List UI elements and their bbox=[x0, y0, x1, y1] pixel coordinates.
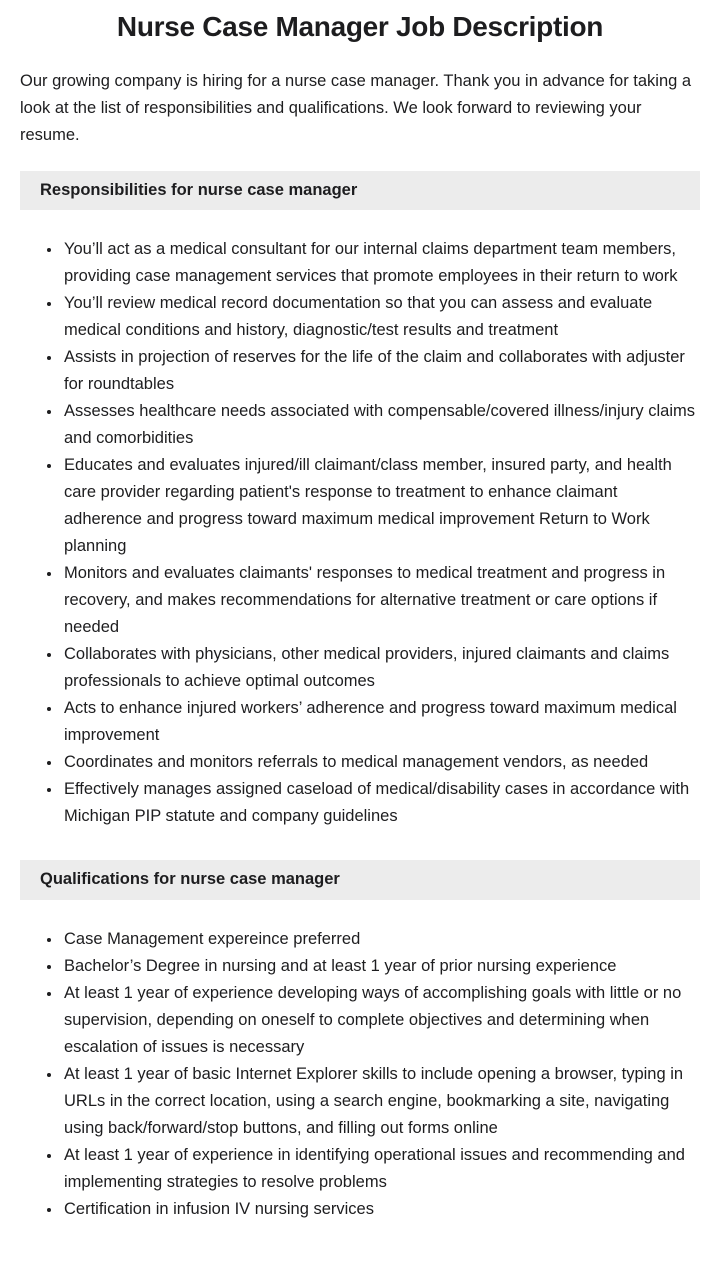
list-item: • Educates and evaluates injured/ill claimant/class member, insured party, and health care provider regarding patient's response to treatment to enhance claimant adherence and progress toward maximum medical improvement Return to Work planning bbox=[62, 452, 700, 560]
list-item: • Bachelor’s Degree in nursing and at least 1 year of prior nursing experience bbox=[62, 953, 700, 980]
list-item: • Monitors and evaluates claimants' responses to medical treatment and progress in recovery, and makes recommendations for alternative treatment or care options if needed bbox=[62, 560, 700, 641]
intro-paragraph: Our growing company is hiring for a nurse case manager. Thank you in advance for taking a look at the list of responsibilities and qualifications. We look forward to reviewing your resume. bbox=[20, 71, 692, 144]
list-item: • Certification in infusion IV nursing services bbox=[62, 1196, 700, 1223]
responsibilities-section-heading: Responsibilities for nurse case manager bbox=[20, 171, 700, 211]
list-item: • Effectively manages assigned caseload of medical/disability cases in accordance with Michigan PIP statute and company guidelines bbox=[62, 776, 700, 830]
qualifications-list bbox=[20, 926, 700, 1223]
page-title: Nurse Case Manager Job Description bbox=[116, 11, 604, 42]
list-item: • At least 1 year of experience developing ways of accomplishing goals with little or no supervision, depending on oneself to complete objectives and determining when escalation of issues is necessary bbox=[62, 980, 700, 1061]
list-item: • You’ll act as a medical consultant for our internal claims department team members, providing case management services that promote employees in their return to work bbox=[62, 236, 700, 290]
qualifications-section-heading: Qualifications for nurse case manager bbox=[20, 860, 700, 900]
list-item: • Assesses healthcare needs associated with compensable/covered illness/injury claims and comorbidities bbox=[62, 398, 700, 452]
list-item: • Assists in projection of reserves for the life of the claim and collaborates with adjuster for roundtables bbox=[62, 344, 700, 398]
list-item: • You’ll review medical record documentation so that you can assess and evaluate medical conditions and history, diagnostic/test results and treatment bbox=[62, 290, 700, 344]
list-item: • Coordinates and monitors referrals to medical management vendors, as needed bbox=[62, 749, 700, 776]
list-item: • At least 1 year of experience in identifying operational issues and recommending and implementing strategies to resolve problems bbox=[62, 1142, 700, 1196]
list-item: • Acts to enhance injured workers’ adherence and progress toward maximum medical improvement bbox=[62, 695, 700, 749]
list-item: • At least 1 year of basic Internet Explorer skills to include opening a browser, typing in URLs in the correct location, using a search engine, bookmarking a site, navigating using back/forward/stop buttons, and filling out forms online bbox=[62, 1061, 700, 1142]
list-item: • Case Management expereince preferred bbox=[62, 926, 700, 953]
list-item: • Collaborates with physicians, other medical providers, injured claimants and claims professionals to achieve optimal outcomes bbox=[62, 641, 700, 695]
responsibilities-list bbox=[20, 236, 700, 830]
